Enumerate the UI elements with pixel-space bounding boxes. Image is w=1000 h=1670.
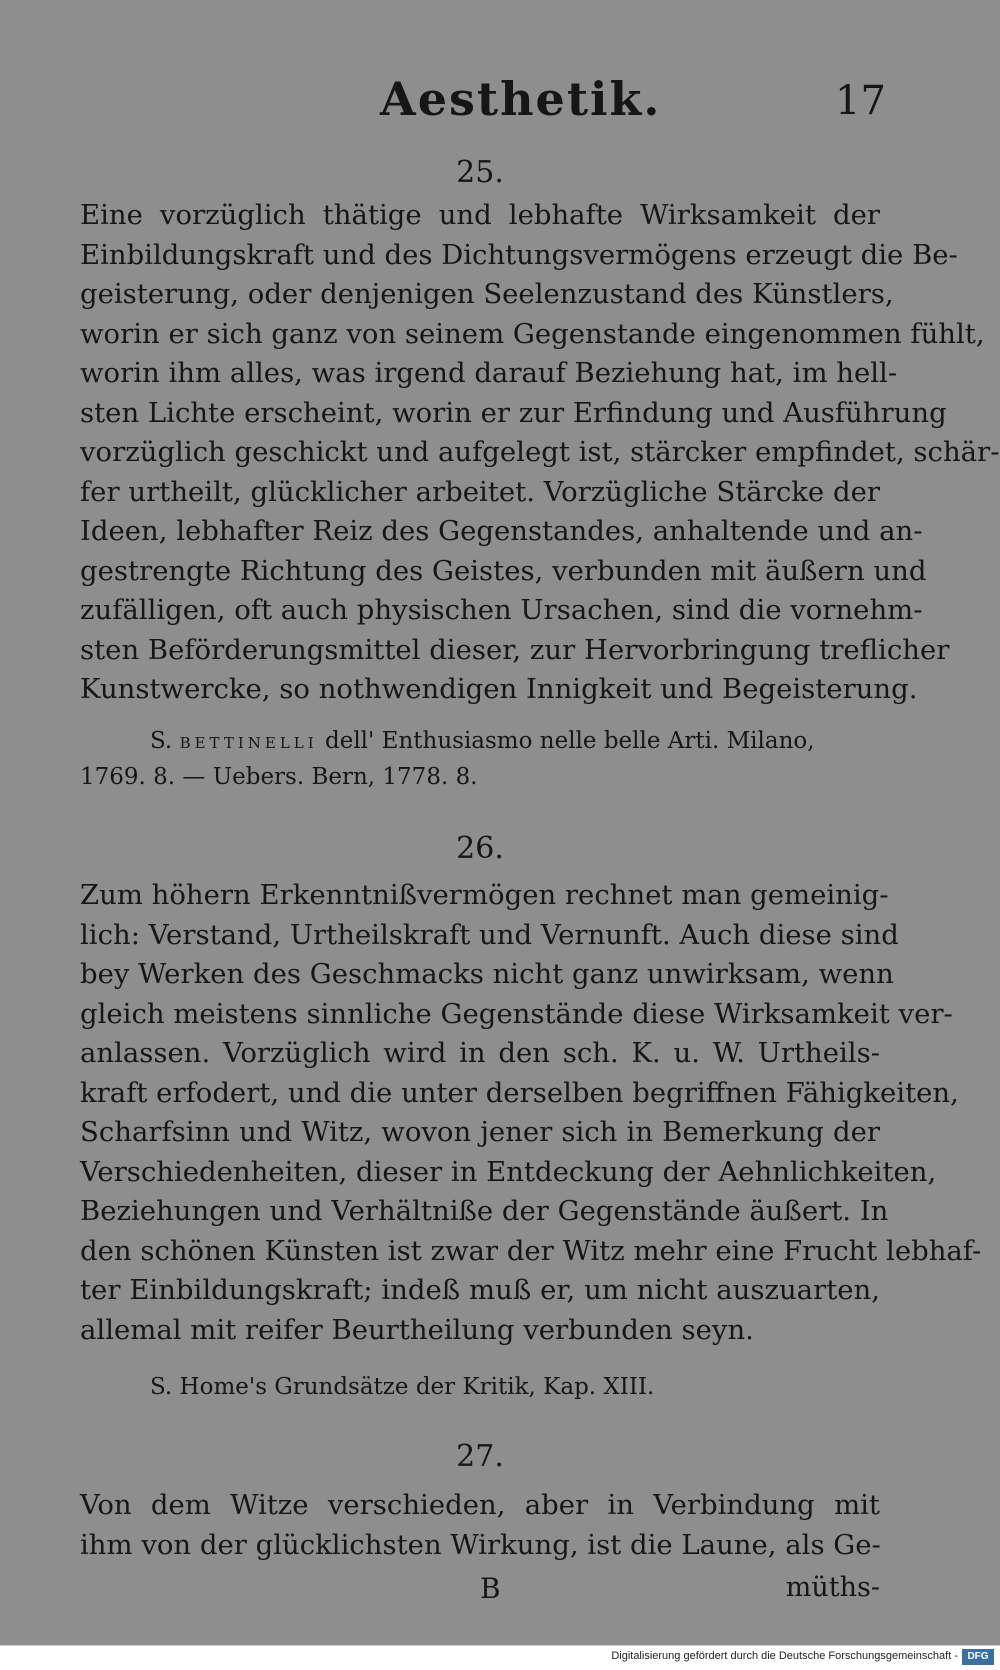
reference-title: dell' Enthusiasmo nelle belle Arti. Milano,	[324, 727, 815, 754]
signature-mark: B	[480, 1572, 501, 1605]
text-line: Zum höhern Erkenntnißvermögen rechnet man gemeinig-	[80, 879, 889, 911]
bibliographic-reference	[80, 1370, 880, 1404]
text-line: zufälligen, oft auch physischen Ursachen, sind die vornehm-	[80, 594, 923, 626]
section-number: 26.	[456, 831, 504, 866]
reference-line: 1769. 8. — Uebers. Bern, 1778. 8.	[80, 763, 478, 790]
section-25	[80, 150, 1000, 794]
text-line: kraft erfodert, und die unter derselben begriffnen Fähigkeiten,	[80, 1076, 959, 1109]
text-line: fer urtheilt, glücklicher arbeitet. Vorzügliche Stärcke der	[80, 475, 880, 508]
catchword: müths-	[785, 1572, 880, 1603]
text-line: lich: Verstand, Urtheilskraft und Vernunft. Auch diese sind	[80, 918, 899, 951]
section-26	[80, 826, 982, 1404]
text-line: Verschiedenheiten, dieser in Entdeckung der Aehnlichkeiten,	[80, 1155, 937, 1188]
page-foot	[80, 1572, 880, 1612]
digitization-footer	[0, 1645, 1000, 1670]
text-line: Ideen, lebhafter Reiz des Gegenstandes, anhaltende und an-	[80, 515, 923, 547]
text-line: Einbildungskraft und des Dichtungsvermögens erzeugt die Be-	[80, 238, 958, 271]
text-line: bey Werken des Geschmacks nicht ganz unwirksam, wenn	[80, 958, 894, 990]
reference-line: S. Home's Grundsätze der Kritik, Kap. XIII.	[150, 1374, 655, 1400]
text-line: ter Einbildungskraft; indeß muß er, um nicht auszuarten,	[80, 1274, 880, 1306]
digitization-note: Digitalisierung gefördert durch die Deutsche Forschungsgemeinschaft -	[611, 1650, 958, 1662]
running-title: Aesthetik.	[380, 72, 662, 126]
paragraph	[80, 876, 982, 1350]
text-line: worin ihm alles, was irgend darauf Beziehung hat, im hell-	[80, 357, 898, 389]
reference-author: BETTINELLI	[179, 733, 318, 752]
text-line: den schönen Künsten ist zwar der Witz mehr eine Frucht lebhaf-	[80, 1234, 982, 1267]
text-line: gleich meistens sinnliche Gegenstände diese Wirksamkeit ver-	[80, 997, 953, 1030]
text-line: vorzüglich geschickt und aufgelegt ist, stärcker empfindet, schär-	[80, 436, 1000, 468]
text-line: Kunstwercke, so nothwendigen Innigkeit und Begeisterung.	[80, 673, 918, 705]
text-line: Eine vorzüglich thätige und lebhafte Wirksamkeit der	[80, 199, 880, 231]
text-line: sten Beförderungsmittel dieser, zur Hervorbringung treflicher	[80, 633, 950, 666]
reference-prefix: S.	[150, 727, 173, 754]
section-27	[80, 1434, 880, 1565]
reference-line	[80, 724, 880, 760]
text-line: geisterung, oder denjenigen Seelenzustand des Künstlers,	[80, 278, 894, 310]
text-line: sten Lichte erscheint, worin er zur Erfindung und Ausführung	[80, 396, 947, 429]
text-line: ihm von der glücklichsten Wirkung, ist die Laune, als Ge-	[80, 1528, 881, 1561]
text-line: Von dem Witze verschieden, aber in Verbindung mit	[80, 1489, 880, 1521]
section-number: 27.	[456, 1439, 504, 1474]
bibliographic-reference	[80, 724, 880, 794]
text-line: Scharfsinn und Witz, wovon jener sich in Bemerkung der	[80, 1116, 880, 1148]
page-number: 17	[835, 78, 886, 124]
paragraph	[80, 196, 1000, 710]
paragraph	[80, 1486, 880, 1565]
dfg-logo-icon: DFG	[962, 1649, 994, 1665]
text-line: Beziehungen und Verhältniße der Gegenstände äußert. In	[80, 1195, 889, 1227]
text-line: anlassen. Vorzüglich wird in den sch. K. u. W. Urtheils-	[80, 1037, 880, 1069]
section-number: 25.	[456, 155, 504, 190]
text-line: gestrengte Richtung des Geistes, verbunden mit äußern und	[80, 554, 927, 587]
text-line: worin er sich ganz von seinem Gegenstande eingenommen fühlt,	[80, 317, 985, 350]
running-head	[0, 72, 1000, 142]
text-line: allemal mit reifer Beurtheilung verbunden seyn.	[80, 1313, 754, 1346]
